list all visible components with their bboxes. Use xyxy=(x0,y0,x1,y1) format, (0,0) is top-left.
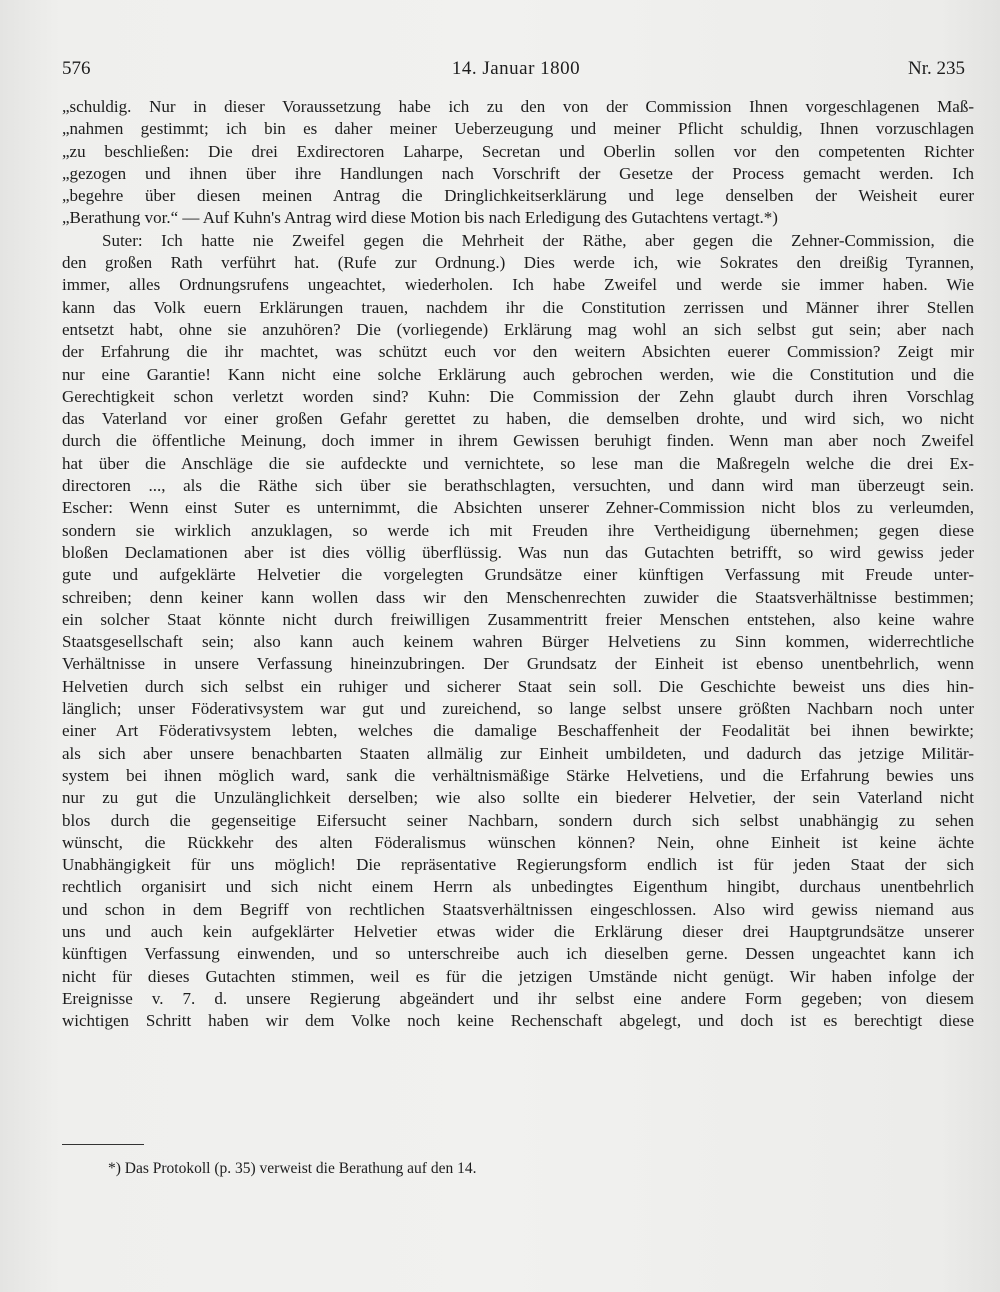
text-line: uns und auch kein aufgeklärter Helvetier etwas wider die Erklärung dieser drei Hauptgrundsätze unserer xyxy=(62,921,974,941)
footnote: *) Das Protokoll (p. 35) verweist die Berathung auf den 14. xyxy=(108,1160,477,1177)
text-line: Verhältnisse in unsere Verfassung hineinzubringen. Der Grundsatz der Einheit ist ebenso unentbehrlich, wenn xyxy=(62,654,974,674)
text-line: länglich; unser Föderativsystem war gut und zureichend, so lange selbst unsere größten Nachbarn noch unter xyxy=(62,699,974,719)
text-line: Ereignisse v. 7. d. unsere Regierung abgeändert und ihr selbst eine andere Form gegeben; von diesem xyxy=(62,988,974,1008)
text-line: Helvetien durch sich selbst ein ruhiger und sicherer Staat sein soll. Die Geschichte beweist uns dies hin- xyxy=(62,676,974,696)
text-line: Escher: Wenn einst Suter es unternimmt, die Absichten unserer Zehner-Commission nicht blos zu verleumden, xyxy=(62,498,974,518)
text-line: blos durch die gegenseitige Eifersucht seiner Nachbarn, sondern durch sich selbst unabhängig zu sehen xyxy=(62,810,974,830)
text-line: „gezogen und ihnen über ihre Handlungen nach Vorschrift der Gesetze der Process gemacht werden. Ich xyxy=(62,163,974,183)
text-line: wünscht, die Rückkehr des alten Föderalismus wünschen können? Nein, ohne Einheit ist keine ächte xyxy=(62,832,974,852)
text-line: Unabhängigkeit für uns möglich! Die repräsentative Regierungsform endlich ist für jeden Staat der sich xyxy=(62,855,974,875)
text-line: als sich aber unsere benachbarten Staaten allmälig zur Einheit umbildeten, und dadurch das jetzige Militär- xyxy=(62,743,974,763)
text-line: „Berathung vor.“ — Auf Kuhn's Antrag wird diese Motion bis nach Erledigung des Gutachtens vertagt.*) xyxy=(62,208,778,228)
footnote-divider xyxy=(62,1144,144,1145)
text-line: gute und aufgeklärte Helvetier die vorgelegten Grundsätze einer künftigen Verfassung mit Freude unter- xyxy=(62,565,974,585)
text-line: einer Art Föderativsystem lebten, welches die damalige Beschaffenheit der Feodalität bei ihnen bewirkte; xyxy=(62,721,974,741)
text-line: und schon in dem Begriff von rechtlichen Staatsverhältnissen eingeschlossen. Also wird gewiss niemand aus xyxy=(62,899,974,919)
text-line: „zu beschließen: Die drei Exdirectoren Laharpe, Secretan und Oberlin sollen vor den competenten Richter xyxy=(62,141,974,161)
text-line: wichtigen Schritt haben wir dem Volke noch keine Rechenschaft abgelegt, und doch ist es berechtigt diese xyxy=(62,1011,974,1031)
page-header xyxy=(62,58,970,88)
page-number: 576 xyxy=(62,58,91,79)
text-line: kann das Volk euern Erklärungen trauen, nachdem ihr die Constitution zerrissen und Männer ihrer Stellen xyxy=(62,297,974,317)
text-line: bloßen Declamationen aber ist dies völlig überflüssig. Was nun das Gutachten betrifft, so wird gewiss jeder xyxy=(62,542,974,562)
text-line: system bei ihnen möglich ward, sank die verhältnismäßige Stärke Helvetiens, und die Erfahrung bewies uns xyxy=(62,765,974,785)
text-line: Suter: Ich hatte nie Zweifel gegen die Mehrheit der Räthe, aber gegen die Zehner-Commission, die xyxy=(102,230,974,250)
text-line: schreiben; denn keiner kann wollen dass wir den Menschenrechten zuwider die Staatsverhältnisse bestimmen; xyxy=(62,587,974,607)
text-line: sondern sie wirklich anzuklagen, so werde ich mit Freuden ihre Vertheidigung übernehmen; gegen diese xyxy=(62,520,974,540)
text-line: nur zu gut die Unzulänglichkeit derselben; wie also sollte ein biederer Helvetier, der sein Vaterland nicht xyxy=(62,788,974,808)
text-line: directoren ..., als die Räthe sich über sie berathschlagten, versuchten, und dann wird man überzeugt sein. xyxy=(62,476,974,496)
text-line: „nahmen gestimmt; ich bin es daher meiner Ueberzeugung und meiner Pflicht schuldig, Ihnen vorzuschlagen xyxy=(62,119,974,139)
text-line: Gerechtigkeit schon verletzt worden sind? Kuhn: Die Commission der Zehn glaubt durch ihren Vorschlag xyxy=(62,386,974,406)
text-line: rechtlich organisirt und sich nicht einem Herrn als unbedingtes Eigenthum hingibt, durchaus unentbehrlich xyxy=(62,877,974,897)
text-line: immer, alles Ordnungsrufens ungeachtet, wiederholen. Ich habe Zweifel und werde sie immer haben. Wie xyxy=(62,275,974,295)
text-line: nur eine Garantie! Kann nicht eine solche Erklärung auch gebrochen werden, wie die Constitution und die xyxy=(62,364,974,384)
header-date: 14. Januar 1800 xyxy=(451,58,581,79)
text-line: durch die öffentliche Meinung, doch immer in ihrem Gewissen beruhigt finden. Wenn man aber noch Zweifel xyxy=(62,431,974,451)
text-line: der Erfahrung die ihr machtet, was schützt euch vor den weitern Absichten euerer Commission? Zeigt mir xyxy=(62,342,974,362)
body-text xyxy=(62,96,974,1032)
text-line: ein solcher Staat könnte nicht durch freiwilligen Zusammentritt freier Menschen entstehen, also keine wahre xyxy=(62,609,974,629)
text-line: „schuldig. Nur in dieser Voraussetzung habe ich zu den von der Commission Ihnen vorgeschlagenen Maß- xyxy=(62,97,974,116)
text-line: nicht für dieses Gutachten stimmen, weil es für die jetzigen Umstände nicht genügt. Wir haben infolge der xyxy=(62,966,974,986)
text-line: Staatsgesellschaft sein; also kann auch keinem wahren Bürger Helvetiens zu Sinn kommen, widerrechtliche xyxy=(62,632,974,652)
text-line: „begehre über diesen meinen Antrag die Dringlichkeitserklärung und lege denselben der Weisheit eurer xyxy=(62,186,974,206)
text-line: den großen Rath verführt hat. (Rufe zur Ordnung.) Dies werde ich, wie Sokrates den dreißig Tyrannen, xyxy=(62,253,974,273)
document-number: Nr. 235 xyxy=(908,58,965,79)
text-line: künftigen Verfassung einwenden, und so unterschreibe auch ich dieselben gerne. Dessen ungeachtet kann ich xyxy=(62,944,974,964)
text-line: das Vaterland vor einer großen Gefahr gerettet zu haben, die demselben drohte, und wird sich, wo nicht xyxy=(62,409,974,429)
text-line: entsetzt habt, ohne sie anzuhören? Die (vorliegende) Erklärung mag wohl an sich selbst gut sein; aber nach xyxy=(62,319,974,339)
text-line: hat über die Anschläge die sie aufdeckte und vernichtete, so lese man die Maßregeln welche die drei Ex- xyxy=(62,453,974,473)
